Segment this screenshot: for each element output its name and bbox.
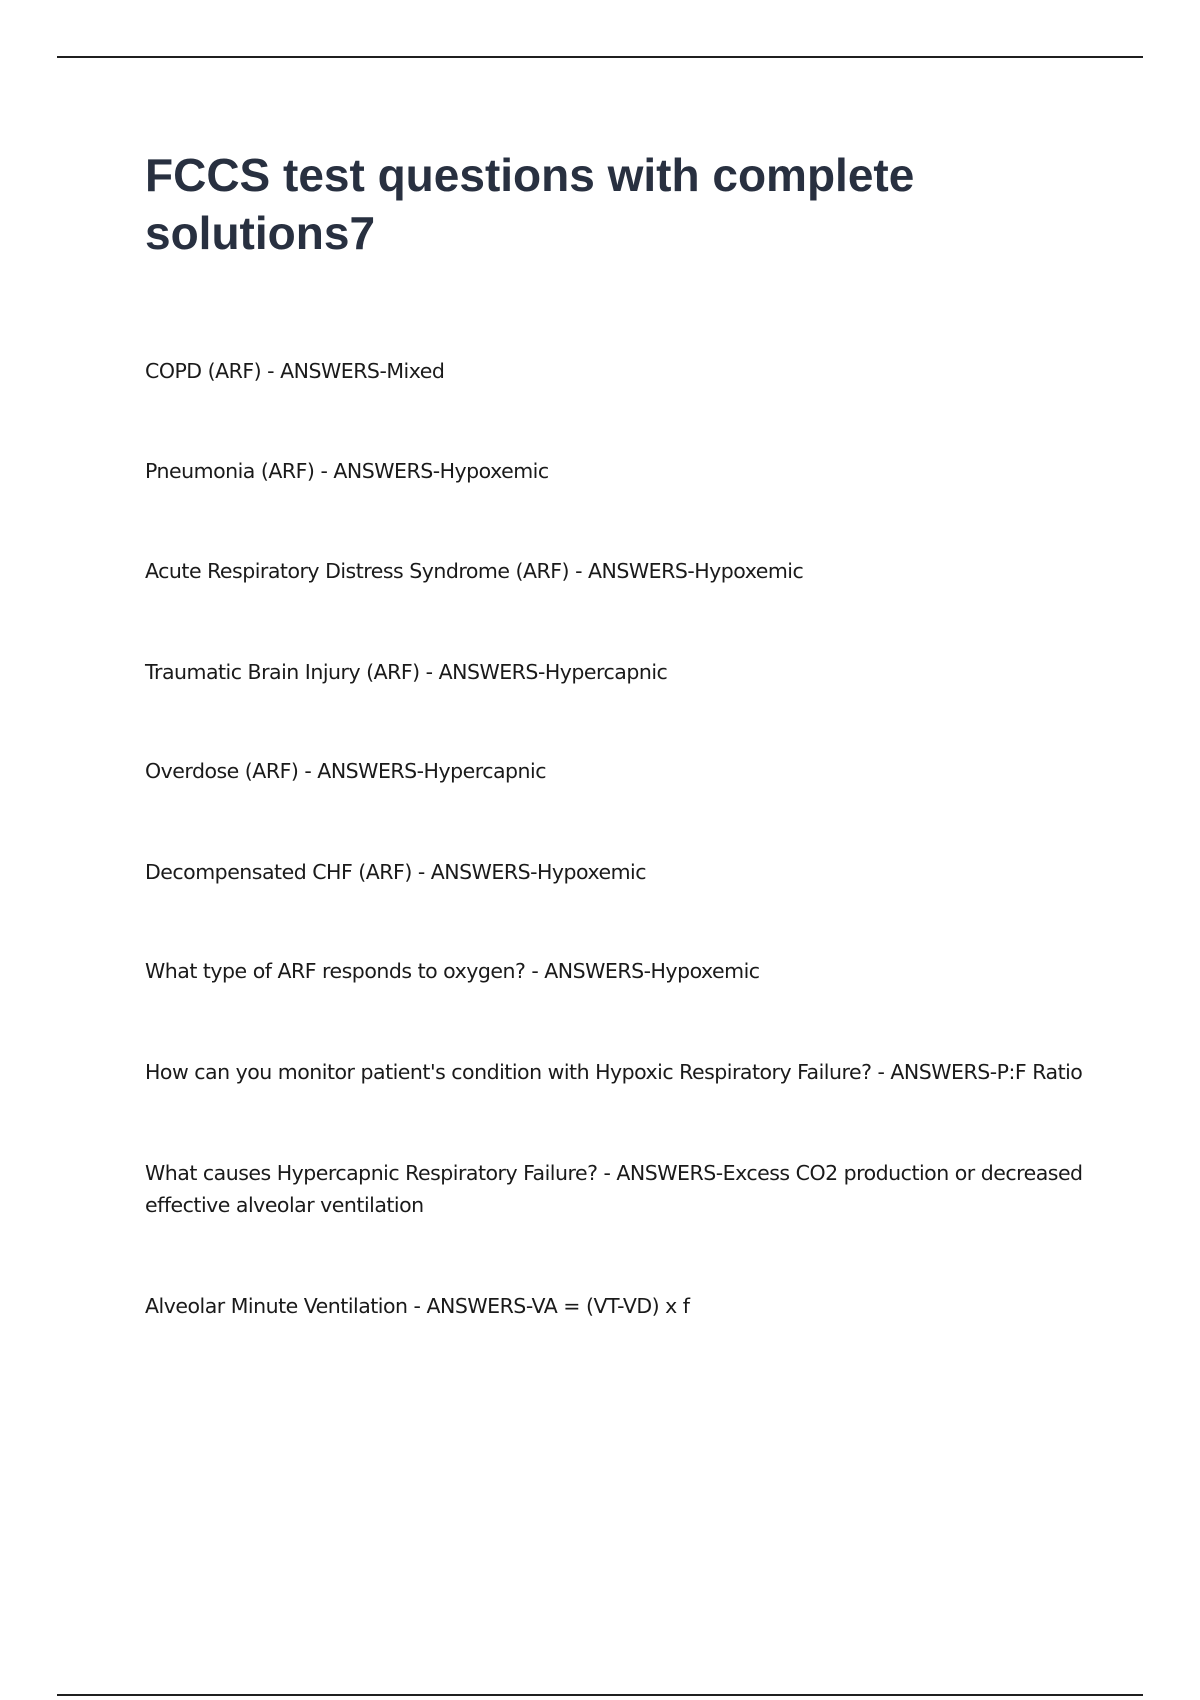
top-rule — [57, 56, 1143, 58]
qa-item: Decompensated CHF (ARF) - ANSWERS-Hypoxemic — [145, 860, 647, 884]
qa-item: Pneumonia (ARF) - ANSWERS-Hypoxemic — [145, 459, 549, 483]
qa-item: Acute Respiratory Distress Syndrome (ARF) - ANSWERS-Hypoxemic — [145, 559, 804, 583]
qa-item: COPD (ARF) - ANSWERS-Mixed — [145, 359, 445, 383]
bottom-rule — [57, 1694, 1143, 1696]
qa-item: Alveolar Minute Ventilation - ANSWERS-VA = (VT-VD) x f — [145, 1294, 690, 1318]
qa-item: What type of ARF responds to oxygen? - ANSWERS-Hypoxemic — [145, 959, 760, 983]
qa-item: What causes Hypercapnic Respiratory Failure? - ANSWERS-Excess CO2 production or decreased effective alveolar ventilation — [145, 1161, 1083, 1217]
qa-item: Traumatic Brain Injury (ARF) - ANSWERS-Hypercapnic — [145, 660, 668, 684]
qa-item: How can you monitor patient's condition with Hypoxic Respiratory Failure? - ANSWERS-P:F Ratio — [145, 1060, 1083, 1084]
qa-item: Overdose (ARF) - ANSWERS-Hypercapnic — [145, 759, 546, 783]
document-title: FCCS test questions with complete solutions7 — [145, 149, 915, 259]
